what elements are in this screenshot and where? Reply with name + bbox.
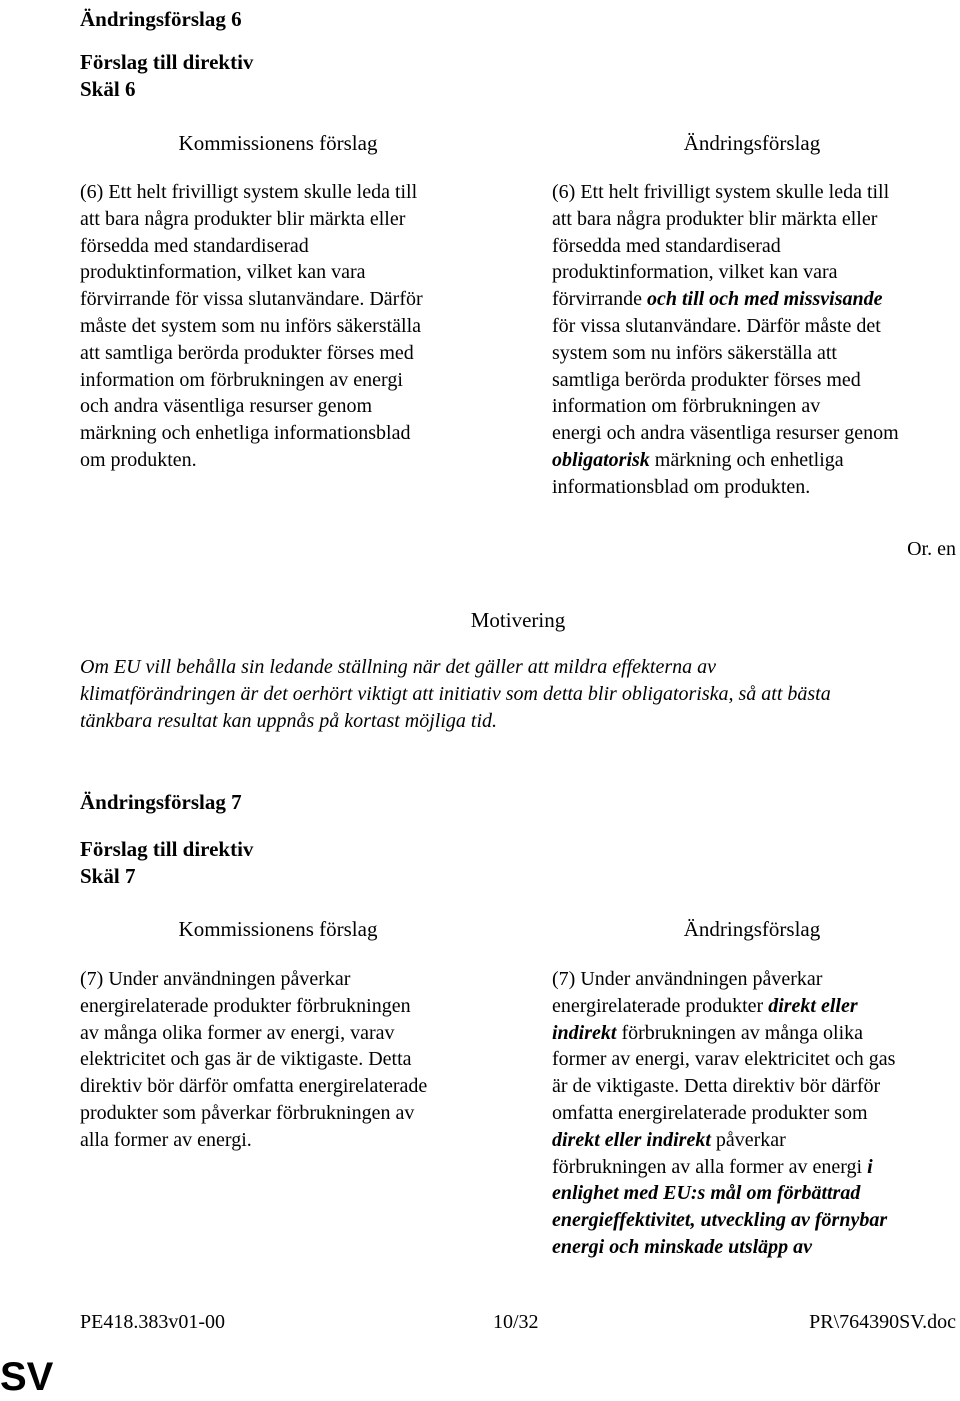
text-line: märkning och enhetliga informationsblad xyxy=(80,422,411,445)
original-language: Or. en xyxy=(907,538,956,560)
amendment-7-commission-text xyxy=(80,966,480,1154)
text-line: av många olika former av energi, varav xyxy=(80,1021,395,1044)
added-text: indirekt xyxy=(552,1021,617,1044)
text-line: produktinformation, vilket kan vara xyxy=(552,261,838,284)
amendment-6-amendment-header: Ändringsförslag xyxy=(683,131,821,155)
motivation-heading: Motivering xyxy=(470,608,566,632)
amendment-6-proposal-title: Förslag till direktiv xyxy=(80,50,254,74)
amendment-7-amendment-header: Ändringsförslag xyxy=(683,917,821,941)
amendment-7-recital: Skäl 7 xyxy=(80,864,136,888)
text-line: (6) Ett helt frivilligt system skulle leda till xyxy=(80,181,418,203)
text-line: enlighet med EU:s mål om förbättrad xyxy=(552,1182,861,1205)
text-line: måste det system som nu införs säkerställa xyxy=(80,314,422,337)
text-segment: förbrukningen av alla former av energi xyxy=(552,1155,868,1178)
text-line: energi och andra väsentliga resurser genom xyxy=(552,422,899,445)
amendment-7-heading: Ändringsförslag 7 xyxy=(80,790,242,814)
text-segment: märkning och enhetliga xyxy=(649,448,844,471)
footer-language-mark: SV xyxy=(0,1355,54,1399)
text-line: att bara några produkter blir märkta eller xyxy=(552,207,878,230)
text-line: energieffektivitet, utveckling av förnybar xyxy=(552,1209,888,1232)
text-line: är de viktigaste. Detta direktiv bör därför xyxy=(552,1075,881,1098)
text-line: information om förbrukningen av xyxy=(552,395,821,418)
text-line: för vissa slutanvändare. Därför måste det xyxy=(552,314,881,337)
text-segment: förbrukningen av många olika xyxy=(616,1021,864,1044)
text-line: alla former av energi. xyxy=(80,1128,252,1151)
amendment-6-commission-text xyxy=(80,179,480,474)
motivation-text xyxy=(80,654,956,735)
text-line xyxy=(552,1127,956,1154)
footer-page-number: 10/32 xyxy=(493,1311,539,1333)
text-line: och andra väsentliga resurser genom xyxy=(80,395,373,418)
text-segment: påverkar xyxy=(710,1128,786,1151)
added-text: i xyxy=(867,1155,873,1178)
text-line: Om EU vill behålla sin ledande ställning när det gäller att mildra effekterna av xyxy=(80,656,717,678)
text-line: klimatförändringen är det oerhört viktigt att initiativ som detta blir obligatoriska, så att bästa xyxy=(80,683,831,705)
amendment-6-recital: Skäl 6 xyxy=(80,77,136,101)
text-line: information om förbrukningen av energi xyxy=(80,368,403,391)
text-line: om produkten. xyxy=(80,448,197,471)
text-line: försedda med standardiserad xyxy=(80,234,309,257)
footer-doc-ref: PE418.383v01-00 xyxy=(80,1311,225,1333)
footer-file-ref: PR\764390SV.doc xyxy=(809,1311,956,1333)
amendment-6-amendment-text xyxy=(552,179,956,501)
added-text: obligatorisk xyxy=(552,448,650,471)
text-line: att samtliga berörda produkter förses med xyxy=(80,341,414,364)
text-line: former av energi, varav elektricitet och gas xyxy=(552,1048,896,1071)
text-line: omfatta energirelaterade produkter som xyxy=(552,1101,868,1124)
amendment-7-commission-header: Kommissionens förslag xyxy=(178,917,378,941)
text-line: informationsblad om produkten. xyxy=(552,475,811,498)
text-line: (7) Under användningen påverkar xyxy=(80,968,351,990)
text-line xyxy=(552,286,956,313)
text-line: energi och minskade utsläpp av xyxy=(552,1235,813,1258)
added-text: direkt eller indirekt xyxy=(552,1128,711,1151)
text-line: produktinformation, vilket kan vara xyxy=(80,261,366,284)
amendment-7-amendment-text xyxy=(552,966,956,1261)
amendment-7-proposal-title: Förslag till direktiv xyxy=(80,837,254,861)
text-line: (7) Under användningen påverkar xyxy=(552,968,823,990)
text-line: produkter som påverkar förbrukningen av xyxy=(80,1101,415,1124)
text-line xyxy=(552,993,956,1020)
text-line: förvirrande för vissa slutanvändare. Därför xyxy=(80,288,423,311)
text-line: försedda med standardiserad xyxy=(552,234,781,257)
text-line: att bara några produkter blir märkta eller xyxy=(80,207,406,230)
added-text: och till och med missvisande xyxy=(646,288,883,311)
text-line: direktiv bör därför omfatta energirelaterade xyxy=(80,1075,428,1098)
text-line xyxy=(552,447,956,474)
amendment-6-commission-header: Kommissionens förslag xyxy=(178,131,378,155)
text-segment: energirelaterade produkter xyxy=(552,994,769,1017)
text-line: system som nu införs säkerställa att xyxy=(552,341,837,364)
text-line: tänkbara resultat kan uppnås på kortast möjliga tid. xyxy=(80,710,498,732)
text-line: energirelaterade produkter förbrukningen xyxy=(80,994,411,1017)
text-line xyxy=(552,1154,956,1181)
amendment-6-heading: Ändringsförslag 6 xyxy=(80,7,242,31)
text-line: elektricitet och gas är de viktigaste. Detta xyxy=(80,1048,412,1071)
added-text: direkt eller xyxy=(768,994,858,1017)
text-segment: förvirrande xyxy=(552,288,647,311)
text-line xyxy=(552,1020,956,1047)
text-line: samtliga berörda produkter förses med xyxy=(552,368,861,391)
text-line: (6) Ett helt frivilligt system skulle leda till xyxy=(552,181,890,203)
